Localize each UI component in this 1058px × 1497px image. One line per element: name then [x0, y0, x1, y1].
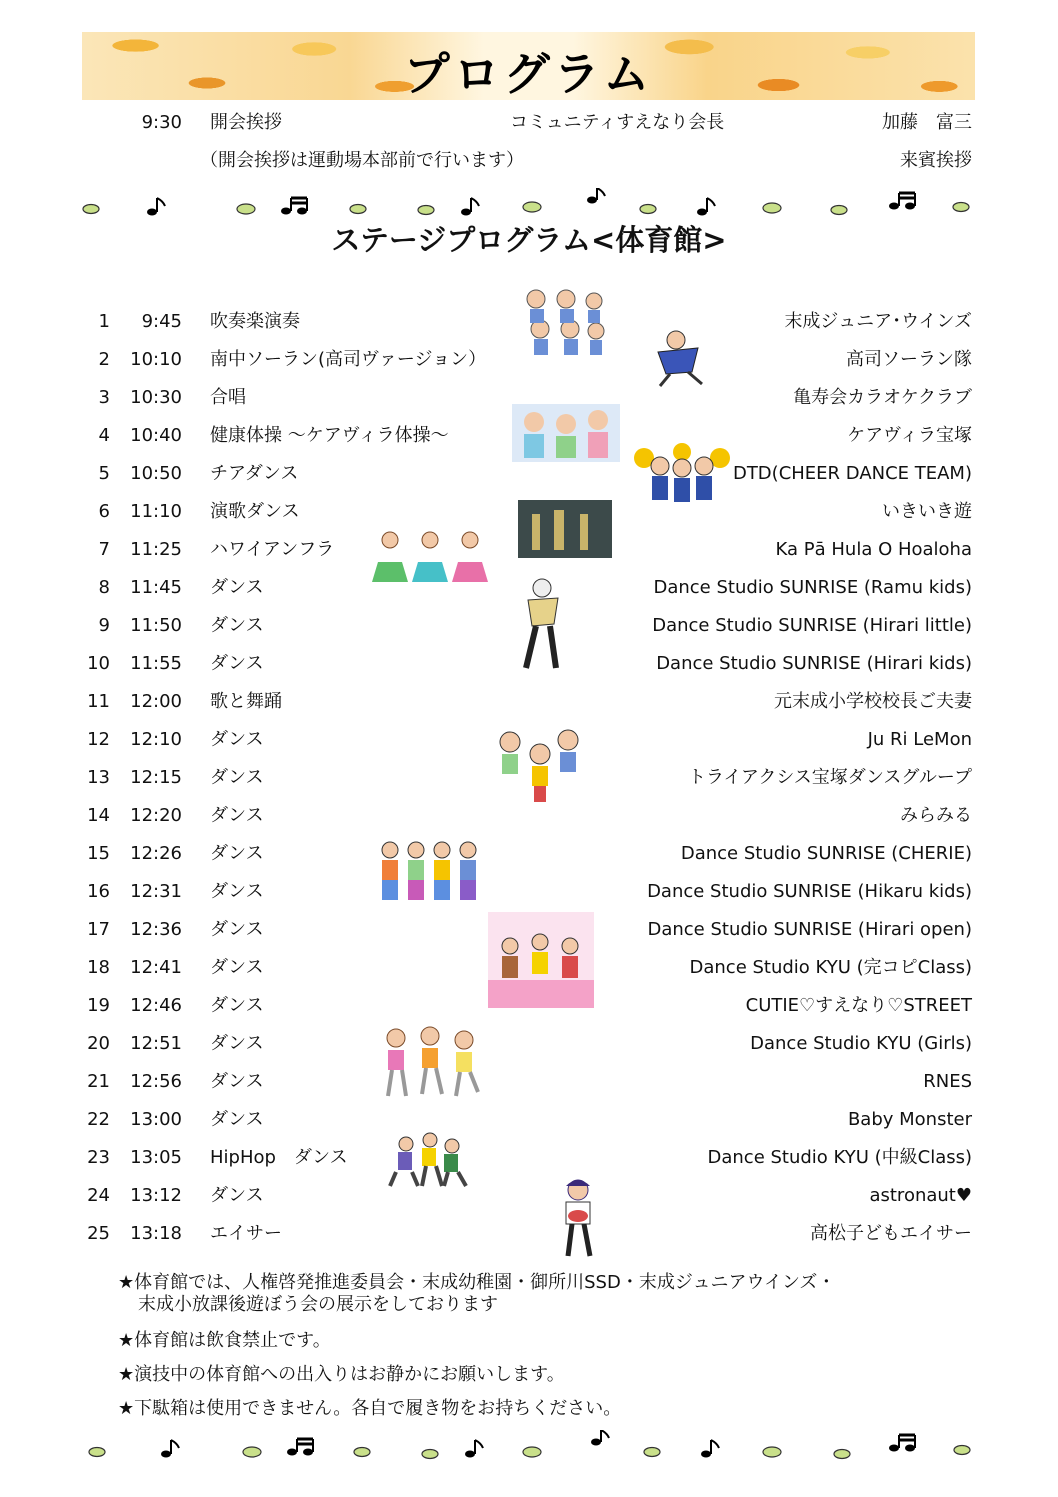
row-performer: astronaut♥	[869, 1185, 972, 1206]
row-number: 12	[87, 729, 110, 750]
row-title: ダンス	[210, 957, 264, 978]
row-title: 南中ソーラン(高司ヴァージョン）	[210, 349, 487, 370]
page-title: プログラム	[403, 47, 654, 101]
row-performer: Dance Studio SUNRISE (Hirari open)	[647, 919, 972, 940]
program-row	[0, 1063, 1058, 1101]
girls-dance-illustration	[376, 1022, 484, 1098]
hiphop-kids-illustration	[374, 838, 484, 904]
row-title: ダンス	[210, 1033, 264, 1054]
row-time: 13:05	[130, 1147, 182, 1168]
beamed-notes-icon	[281, 198, 307, 215]
row-title: ハワイアンフラ	[210, 539, 335, 560]
row-number: 11	[87, 691, 110, 712]
row-title: ダンス	[210, 653, 264, 674]
row-performer: Baby Monster	[847, 1109, 972, 1130]
row-number: 21	[87, 1071, 110, 1092]
row-title: ダンス	[210, 919, 264, 940]
eighth-note-icon	[147, 198, 165, 216]
row-title: 合唱	[210, 387, 246, 408]
row-title: ダンス	[210, 881, 264, 902]
row-performer: CUTIE♡すえなり♡STREET	[745, 995, 972, 1016]
row-time: 10:40	[130, 425, 182, 446]
row-time: 11:50	[130, 615, 182, 636]
breakdance-illustration	[386, 1128, 474, 1190]
row-time: 12:15	[130, 767, 182, 788]
program-row	[0, 1139, 1058, 1177]
opening-note: （開会挨拶は運動場本部前で行います）	[200, 150, 524, 171]
program-row	[0, 873, 1058, 911]
row-performer: 元末成小学校校長ご夫妻	[774, 691, 972, 712]
row-performer: Dance Studio SUNRISE (Ramu kids)	[653, 577, 972, 598]
row-performer: Dance Studio SUNRISE (Hirari kids)	[656, 653, 972, 674]
opening-role: コミュニティすえなり会長	[510, 112, 725, 133]
row-time: 12:36	[130, 919, 182, 940]
row-performer: 亀寿会カラオケクラブ	[793, 387, 972, 408]
row-number: 20	[87, 1033, 110, 1054]
band-kids-illustration	[520, 285, 606, 361]
eighth-note-icon	[461, 198, 479, 216]
row-performer: Dance Studio SUNRISE (CHERIE)	[680, 843, 972, 864]
stage-program-title: ステージプログラム<体育館>	[331, 223, 727, 257]
opening-label: 開会挨拶	[210, 112, 282, 133]
row-time: 12:10	[130, 729, 182, 750]
row-performer: Ka Pā Hula O Hoaloha	[775, 539, 972, 560]
row-number: 15	[87, 843, 110, 864]
row-time: 10:10	[130, 349, 182, 370]
opening-person: 加藤 富三	[882, 112, 972, 133]
row-title: ダンス	[210, 1071, 264, 1092]
note-shoe-box: ★下駄箱は使用できません。各自で履き物をお持ちください。	[118, 1398, 622, 1419]
beamed-notes-icon	[889, 1435, 915, 1452]
program-row	[0, 1177, 1058, 1215]
row-title: 健康体操 ～ケアヴィラ体操～	[210, 425, 449, 446]
program-row	[0, 683, 1058, 721]
eighth-note-icon	[161, 1440, 179, 1458]
row-performer: Ju Ri LeMon	[867, 729, 972, 750]
music-divider-top	[82, 188, 975, 220]
row-time: 12:46	[130, 995, 182, 1016]
row-performer: Dance Studio KYU (完コピClass)	[689, 957, 972, 978]
eisa-drummer-illustration	[556, 1176, 602, 1260]
row-time: 13:12	[130, 1185, 182, 1206]
row-number: 2	[98, 349, 110, 370]
row-title: ダンス	[210, 843, 264, 864]
row-title: 吹奏楽演奏	[210, 311, 300, 332]
row-number: 23	[87, 1147, 110, 1168]
row-performer: RNES	[923, 1071, 972, 1092]
beamed-notes-icon	[287, 1439, 313, 1456]
row-time: 12:26	[130, 843, 182, 864]
row-number: 24	[87, 1185, 110, 1206]
row-time: 10:30	[130, 387, 182, 408]
beamed-notes-icon	[889, 193, 915, 210]
row-title: ダンス	[210, 767, 264, 788]
row-number: 1	[98, 311, 110, 332]
row-title: ダンス	[210, 615, 264, 636]
row-time: 9:45	[141, 311, 182, 332]
row-performer: 高司ソーラン隊	[846, 349, 972, 370]
row-number: 9	[98, 615, 110, 636]
row-time: 12:00	[130, 691, 182, 712]
row-number: 8	[98, 577, 110, 598]
opening-time: 9:30	[141, 112, 182, 133]
row-title: ダンス	[210, 729, 264, 750]
program-row	[0, 1215, 1058, 1253]
row-number: 7	[98, 539, 110, 560]
street-dancer-illustration	[508, 576, 570, 674]
row-time: 12:56	[130, 1071, 182, 1092]
row-performer: トライアクシス宝塚ダンスグループ	[687, 767, 972, 788]
note-exhibition: ★体育館では、人権啓発推進委員会・末成幼稚園・御所川SSD・末成ジュニアウインズ・	[118, 1272, 836, 1293]
row-number: 6	[98, 501, 110, 522]
pink-dance-illustration	[488, 912, 594, 1008]
row-performer: みらみる	[900, 805, 972, 826]
row-time: 13:00	[130, 1109, 182, 1130]
eighth-note-icon	[701, 1440, 719, 1458]
row-number: 3	[98, 387, 110, 408]
row-performer: Dance Studio SUNRISE (Hikaru kids)	[647, 881, 972, 902]
row-title: 歌と舞踊	[210, 691, 282, 712]
row-time: 11:55	[130, 653, 182, 674]
row-time: 12:31	[130, 881, 182, 902]
guest-greeting: 来賓挨拶	[900, 150, 972, 171]
program-row	[0, 1025, 1058, 1063]
row-number: 16	[87, 881, 110, 902]
soran-dancer-illustration	[648, 328, 714, 390]
row-title: ダンス	[210, 995, 264, 1016]
note-exhibition-cont: 末成小放課後遊ぼう会の展示をしております	[138, 1294, 498, 1315]
row-number: 10	[87, 653, 110, 674]
row-title: ダンス	[210, 1109, 264, 1130]
row-title: ダンス	[210, 1185, 264, 1206]
eighth-note-icon	[591, 1430, 609, 1446]
note-quiet: ★演技中の体育館への出入りはお静かにお願いします。	[118, 1364, 565, 1385]
row-time: 13:18	[130, 1223, 182, 1244]
music-divider-bottom	[82, 1430, 975, 1462]
note-no-food: ★体育館は飲食禁止です。	[118, 1330, 331, 1351]
row-title: ダンス	[210, 577, 264, 598]
row-performer: Dance Studio KYU (Girls)	[750, 1033, 972, 1054]
row-number: 4	[98, 425, 110, 446]
eighth-note-icon	[587, 188, 605, 204]
row-title: チアダンス	[210, 463, 299, 484]
header-banner	[82, 32, 975, 100]
row-number: 19	[87, 995, 110, 1016]
row-title: エイサー	[210, 1223, 282, 1244]
eighth-note-icon	[697, 198, 715, 216]
program-row	[0, 1101, 1058, 1139]
eighth-note-icon	[465, 1440, 483, 1458]
exercise-people-illustration	[512, 404, 620, 462]
row-performer: Dance Studio KYU (中級Class)	[707, 1147, 972, 1168]
row-number: 17	[87, 919, 110, 940]
row-performer: Dance Studio SUNRISE (Hirari little)	[652, 615, 972, 636]
row-performer: DTD(CHEER DANCE TEAM)	[732, 463, 972, 484]
row-title: 演歌ダンス	[210, 501, 300, 522]
row-title: ダンス	[210, 805, 264, 826]
dancing-kids-illustration	[490, 726, 590, 806]
row-performer: 末成ジュニア･ウインズ	[784, 311, 972, 332]
row-time: 11:25	[130, 539, 182, 560]
hula-dancers-illustration	[372, 528, 490, 584]
program-row	[0, 835, 1058, 873]
row-number: 5	[98, 463, 110, 484]
row-time: 12:41	[130, 957, 182, 978]
row-time: 12:51	[130, 1033, 182, 1054]
row-time: 10:50	[130, 463, 182, 484]
row-number: 18	[87, 957, 110, 978]
row-performer: ケアヴィラ宝塚	[847, 425, 972, 446]
row-number: 22	[87, 1109, 110, 1130]
row-time: 11:10	[130, 501, 182, 522]
cheer-kids-illustration	[632, 440, 732, 512]
stage-dance-photo	[518, 500, 612, 558]
row-number: 13	[87, 767, 110, 788]
row-title: HipHop ダンス	[210, 1147, 348, 1168]
row-number: 25	[87, 1223, 110, 1244]
row-time: 11:45	[130, 577, 182, 598]
row-number: 14	[87, 805, 110, 826]
row-performer: いきいき遊	[882, 501, 972, 522]
row-performer: 高松子どもエイサー	[810, 1223, 972, 1244]
row-time: 12:20	[130, 805, 182, 826]
